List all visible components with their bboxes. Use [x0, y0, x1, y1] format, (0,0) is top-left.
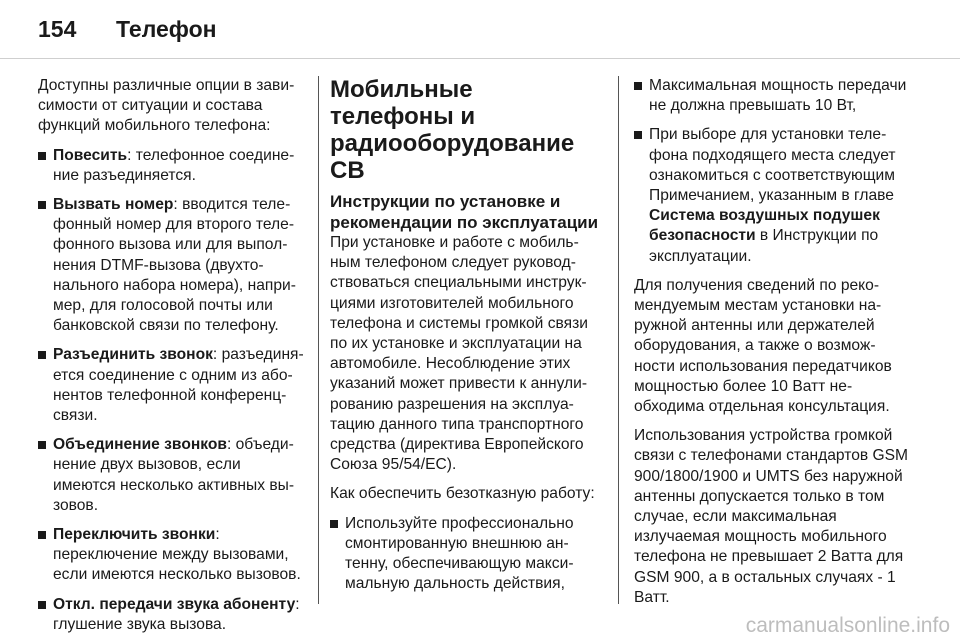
list-item [634, 125, 910, 266]
option-term: Откл. передачи звука абоненту [53, 595, 296, 613]
square-bullet-icon [634, 131, 642, 139]
body-paragraph: При установке и работе с мобильным телефоном следует руководствоваться специальными инструкциями изготовителей мобильного телефона и системы громкой связи по их установке и эксплуатации на автомобиле. Несоблюдение этих указаний может привести к аннулированию разрешения на эксплуатацию данного типа транспортного средства (директива Европейского Союза 95/54/ЕС). [330, 234, 588, 474]
column-3 [634, 76, 910, 617]
list-item [38, 146, 306, 186]
header-rule [0, 58, 960, 59]
option-desc: : объединение двух вызовов, если имеются несколько активных вызовов. [53, 436, 295, 514]
page-header [0, 0, 960, 62]
page-title: Телефон [116, 16, 217, 42]
intro-paragraph: Доступны различные опции в зависимости от ситуации и состава функций мобильного телефона: [38, 77, 295, 135]
column-1 [38, 76, 306, 644]
column-2 [330, 76, 602, 603]
section-subheading: Инструкции по установке и рекомендации по эксплуатации [330, 192, 599, 232]
square-bullet-icon [38, 601, 46, 609]
option-desc: : телефонное соединение разъединяется. [53, 146, 295, 184]
tip-text: При выборе для установки телефона подходящего места следует ознакомиться с соответствующим Примечанием, указанным в главе [649, 126, 896, 205]
square-bullet-icon [38, 351, 46, 359]
option-term: Повесить [53, 146, 128, 164]
option-desc: : вводится телефонный номер для второго телефонного вызова или для выполнения DTMF-вызова (двухтонального набора номера), например, для голосовой почты или банковской связи по телефону. [53, 196, 296, 335]
tips-list-continued [634, 76, 910, 267]
watermark: carmanualsonline.info [745, 614, 950, 637]
tip-text: Максимальная мощность передачи не должна превышать 10 Вт, [649, 77, 907, 115]
list-item [38, 195, 306, 336]
option-term: Разъединить звонок [53, 346, 213, 364]
tips-list [330, 514, 602, 595]
chapter-reference: Система воздушных подушек безопасности [649, 207, 880, 245]
list-item [634, 76, 910, 116]
list-item [38, 345, 306, 426]
square-bullet-icon [38, 201, 46, 209]
body-paragraph: Как обеспечить безотказную работу: [330, 485, 595, 503]
square-bullet-icon [634, 82, 642, 90]
option-term: Переключить звонки [53, 526, 216, 544]
section-heading: Мобильные телефоны и радиооборудование СВ [330, 76, 575, 184]
body-paragraph: Использования устройства громкой связи с телефонами стандартов GSM 900/1800/1900 и UMTS без наружной антенны допускается только в том случае, если максимальная излучаемая мощность мобильного телефона не превышает 2 Ватта для GSM 900, а в остальных случаях - 1 Ватт. [634, 427, 909, 606]
column-divider [318, 76, 319, 604]
list-item [38, 595, 306, 635]
option-desc: : глушение звука вызова. [53, 595, 300, 633]
options-list [38, 146, 306, 635]
square-bullet-icon [38, 152, 46, 160]
page-number: 154 [38, 16, 77, 42]
option-desc: : разъединяется соединение с одним из абонентов телефонной конференц-связи. [53, 346, 304, 425]
square-bullet-icon [330, 520, 338, 528]
option-desc: : переключение между вызовами, если имеются несколько вызовов. [53, 526, 301, 584]
column-divider [618, 76, 619, 604]
option-term: Объединение звонков [53, 436, 227, 454]
list-item [38, 525, 306, 586]
tip-text: Используйте профессионально смонтированную внешнюю антенну, обеспечивающую максимальную дальность действия, [345, 514, 574, 593]
list-item [330, 514, 602, 595]
option-term: Вызвать номер [53, 196, 174, 214]
square-bullet-icon [38, 441, 46, 449]
square-bullet-icon [38, 531, 46, 539]
tip-text: в Инструкции по эксплуатации. [649, 227, 879, 265]
list-item [38, 435, 306, 516]
body-paragraph: Для получения сведений по рекомендуемым местам установки наружной антенны или держателей оборудования, а также о возможности использования передатчиков мощностью более 10 Ватт необходима отдельная консультация. [634, 276, 892, 416]
